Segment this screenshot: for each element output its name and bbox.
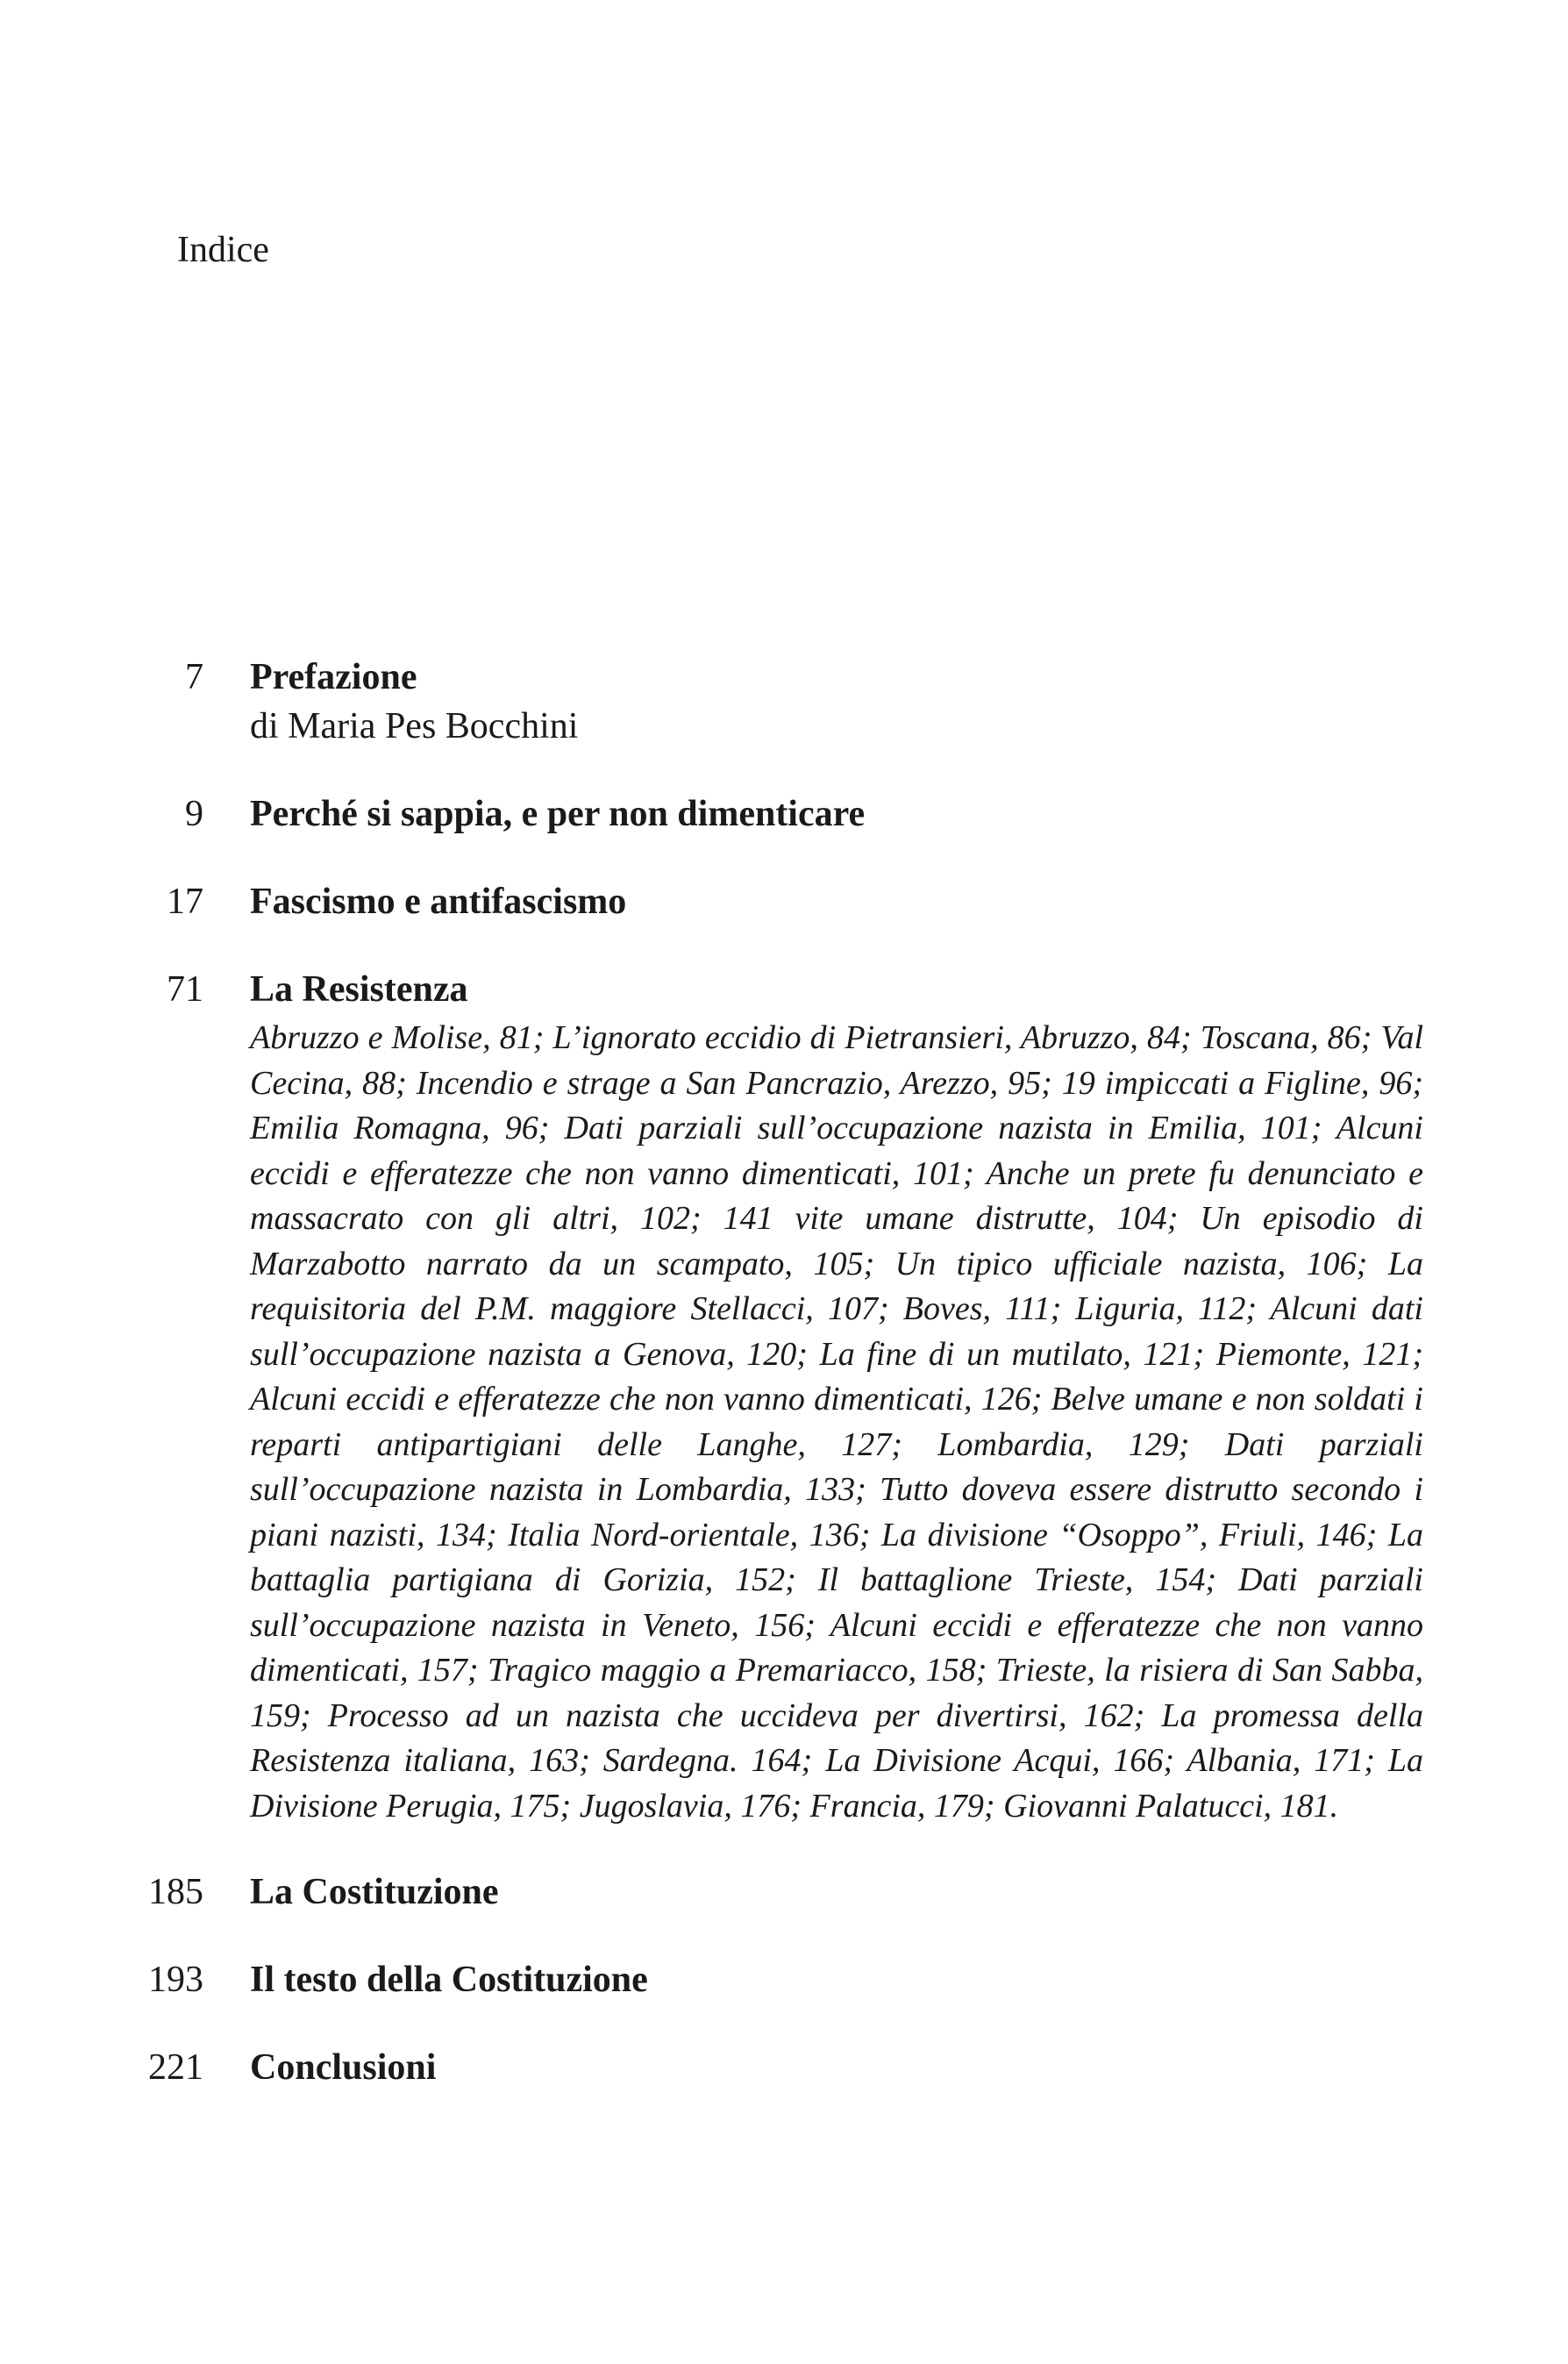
toc-entry-title[interactable]: Fascismo e antifascismo <box>250 882 627 922</box>
toc-entry-body <box>250 1868 1423 1917</box>
toc-entry-fascismo[interactable] <box>0 877 1568 926</box>
toc-entry-testo-costituzione[interactable] <box>0 1955 1568 2004</box>
toc-entry-resistenza[interactable] <box>0 965 1568 1829</box>
toc-entry-perche-si-sappia[interactable] <box>0 789 1568 839</box>
toc-page-number: 17 <box>167 882 203 922</box>
toc-entry-conclusioni[interactable] <box>0 2043 1568 2092</box>
toc-page-number: 193 <box>148 1960 203 2000</box>
toc-entry-body <box>250 2043 1423 2092</box>
toc-entry-title[interactable]: La Costituzione <box>250 1872 499 1912</box>
toc-entry-title[interactable]: Conclusioni <box>250 2047 437 2088</box>
toc-entry-title[interactable]: La Resistenza <box>250 969 468 1010</box>
toc-entry-body <box>250 789 1423 839</box>
toc-page-number: 71 <box>167 969 203 1010</box>
toc-page-number: 7 <box>185 657 203 697</box>
page-title: Indice <box>177 230 269 270</box>
toc-page-number: 185 <box>148 1872 203 1912</box>
toc-entry-body <box>250 965 1423 1829</box>
toc-entry-prefazione[interactable] <box>0 653 1568 751</box>
toc-entry-title[interactable]: Prefazione <box>250 657 417 697</box>
toc-entry-costituzione[interactable] <box>0 1868 1568 1917</box>
toc-entry-author: di Maria Pes Bocchini <box>250 706 579 746</box>
toc-page-number: 9 <box>185 794 203 834</box>
toc-entry-subsections: Abruzzo e Molise, 81; L’ignorato eccidio di Pietransieri, Abruzzo, 84; Toscana, 86; Val Cecina, 88; Incendio e strage a San Pancrazio, Arezzo, 95; 19 impiccati a Figline, 96; Emilia Romagna, 96; Dati parziali sull’occupazione nazista in Emilia, 101; Alcuni eccidi e efferatezze che non vanno dimenticati, 101; Anche un prete fu denunciato e massacrato con gli altri, 102; 141 vite umane distrutte, 104; Un episodio di Marzabotto narrato da un scampato, 105; Un tipico ufficiale nazista, 106; La requisitoria del P.M. maggiore Stellacci, 107; Boves, 111; Liguria, 112; Alcuni dati sull’occupazione nazista a Genova, 120; La fine di un mutilato, 121; Piemonte, 121; Alcuni eccidi e efferatezze che non vanno dimenticati, 126; Belve umane e non soldati i reparti antipartigiani delle Langhe, 127; Lombardia, 129; Dati parziali sull’occupazione nazista in Lombardia, 133; Tutto doveva essere distrutto secondo i piani nazisti, 134; Italia Nord-orientale, 136; La divisione “Osoppo”, Friuli, 146; La battaglia partigiana di Gorizia, 152; Il battaglione Trieste, 154; Dati parziali sull’occupazione nazista in Veneto, 156; Alcuni eccidi e efferatezze che non vanno dimenticati, 157; Tragico maggio a Premariacco, 158; Trieste, la risiera di San Sabba, 159; Processo ad un nazista che uccideva per divertirsi, 162; La promessa della Resistenza italiana, 163; Sardegna. 164; La Divisione Acqui, 166; Albania, 171; La Divisione Perugia, 175; Jugoslavia, 176; Francia, 179; Giovanni Palatucci, 181. <box>250 1019 1423 1825</box>
table-of-contents <box>0 653 1568 2131</box>
toc-entry-title[interactable]: Perché si sappia, e per non dimenticare <box>250 794 866 834</box>
toc-entry-body <box>250 877 1423 926</box>
toc-entry-body <box>250 1955 1423 2004</box>
toc-entry-title[interactable]: Il testo della Costituzione <box>250 1960 648 2000</box>
toc-page-number: 221 <box>148 2047 203 2088</box>
toc-entry-body <box>250 653 1423 751</box>
